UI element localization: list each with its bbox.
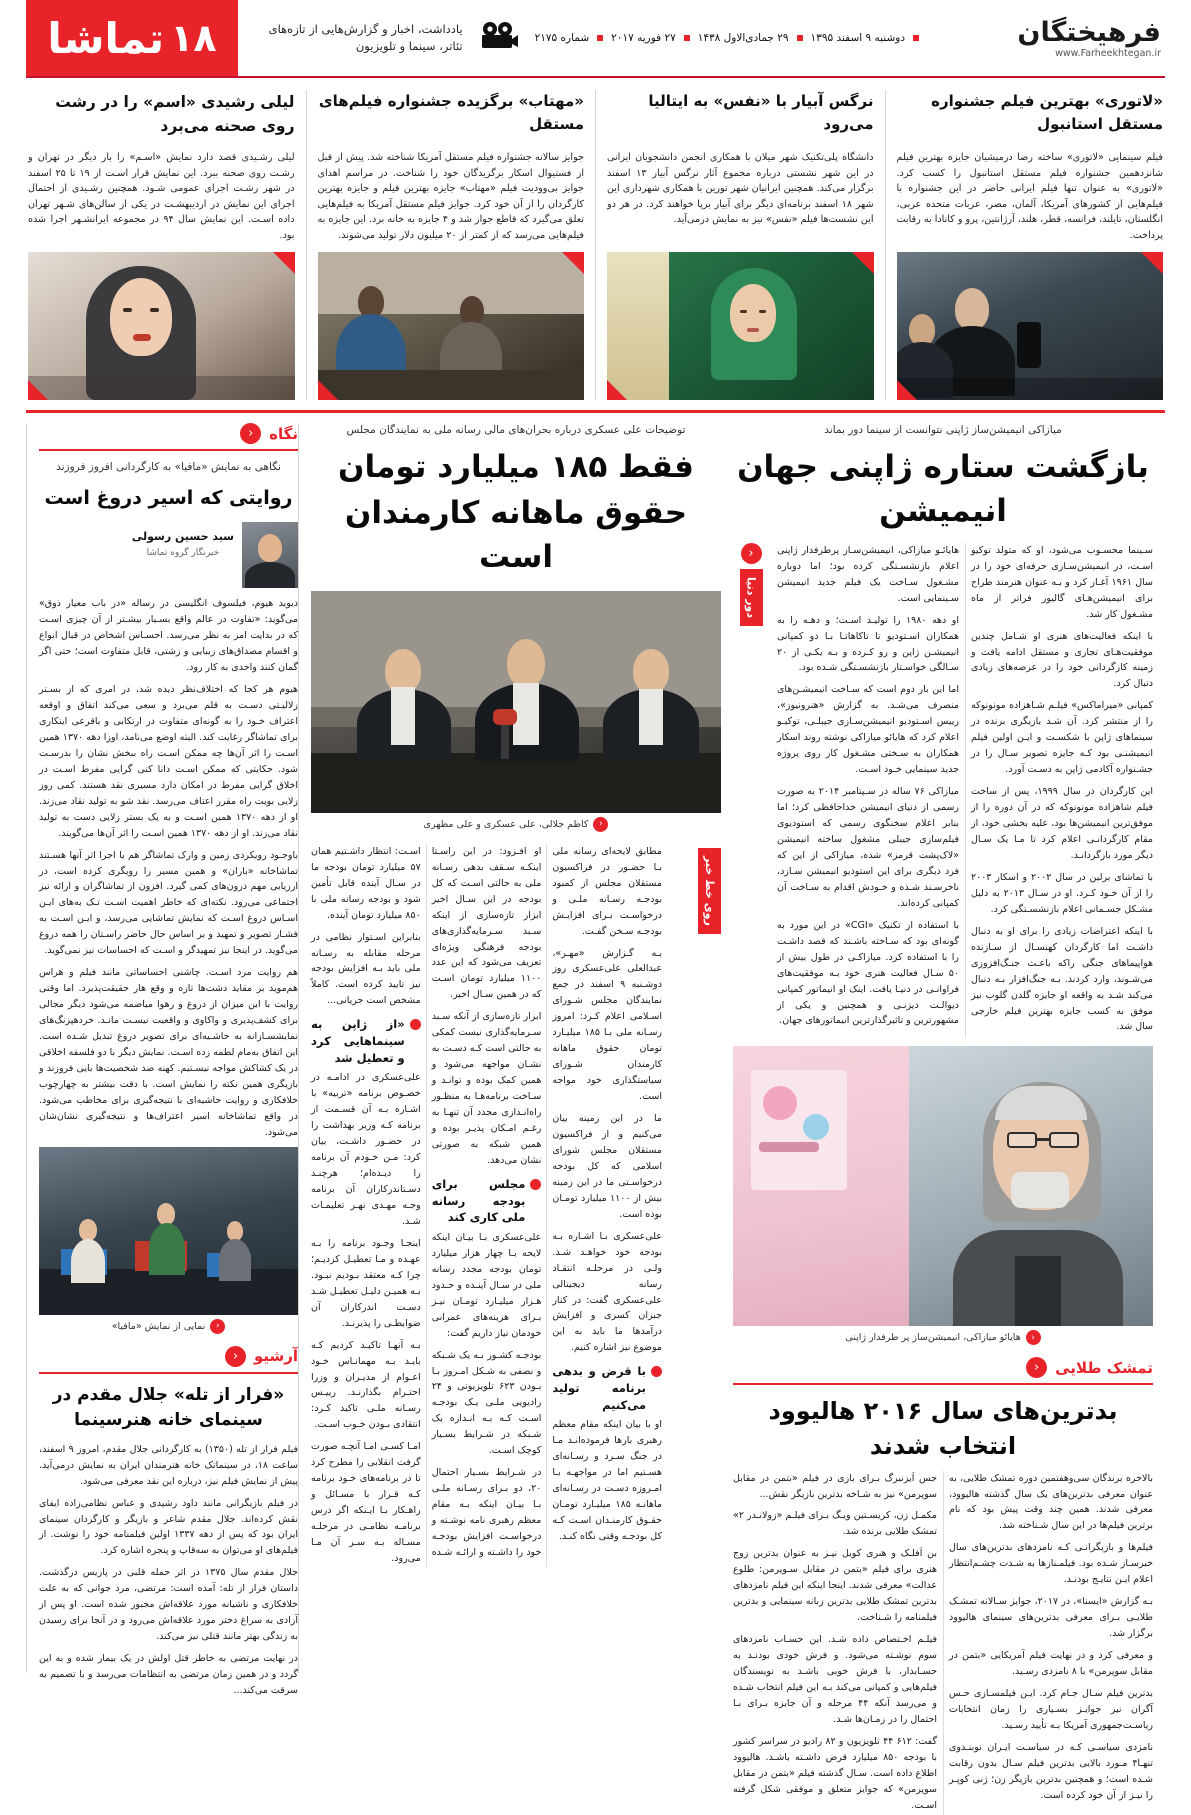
center-para: او افـزود: در این راسـتا اینکـه سـقف بدهی رسـانه ملی به حالتی اسـت که کل بودجه در این سـال اخیر ابزار تازه‌سازی از اینکه سـبد سـرمایه‌گذاری‌های بودجه فرهنگی ویژه‌ای تعریف می‌شود که این عدد ۱۱۰۰ میلیارد تومان اسـت که در همین سـال اخیر. bbox=[431, 845, 542, 1001]
top-story-card[interactable] bbox=[26, 90, 306, 400]
archive-para: در فیلم بازیگرانی مانند داود رشیدی و عباس نظامی‌زاده ایفای نقش کرده‌اند. جلال مقدم شاعر و بازیگر و کارگردان سینمای ایران بود که پس از دهه ۱۳۳۷ اولین فیلمنامه خود را نوشت. از فیلم‌های او می‌توان به سه‌قاپ و پنجره اشاره کرد. bbox=[39, 1497, 298, 1557]
section-logo-word: تماشا bbox=[47, 13, 165, 63]
play-figure-caption bbox=[39, 1315, 298, 1338]
world-para: میازاکی ۷۶ ساله در سـپتامبر ۲۰۱۴ به صورت رسمی از دنیای انیمیشن خداحافظی کرد؛ اما بنابر اعلام سخنگوی رسمی که استودیوی فیلم‌سازی جیبلی مشغول ساخته انیمیشن «لاک‌پشت قرمز» شده، میازاکی از این که فرد دیگری برای این استودیو انیمیشن سـازد، ناخرسـند شـده و خـودش اقدام به سـاخت آن کمپانی کرده‌اند. bbox=[777, 786, 959, 909]
arrow-circle-icon: ‹ bbox=[210, 1319, 225, 1334]
section-header-archive bbox=[39, 1346, 298, 1374]
subhead-text: با قرض و بدهی برنامه تولید می‌کنیم bbox=[552, 1364, 646, 1412]
press-figure-caption bbox=[311, 813, 721, 836]
subhead-text: «از ژاپن به سینماهایی کرد و تعطیل شد bbox=[311, 1017, 405, 1065]
arrow-circle-icon[interactable]: ‹ bbox=[225, 1346, 246, 1367]
razzies-para: فیلم‌ها و بازیگرانـی کـه نامزدهای بدترین‌های سال خبرسـاز شـده بود. فیلمـنازها به شـدت چشـم‌انتظار اعلام ایـن نتایـج بودنـد. bbox=[949, 1542, 1153, 1586]
section-logo bbox=[26, 0, 238, 76]
negah-para: هم روایت مرد اسـت. چاشنی احساساتی مانند فیلم و هراس هم‌موید بر مقاید دشت‌ها تازه و وقع هار حقیقت‌پذیرد. اما وقتی روایت با این میزان از دروغ و رهوا میاضمه می‌شود دیگر مجالی برای کشف‌پذیری و واکاوی و واقعیت نیسـت مانـد. خردهپزنگ‌های نمایشسـازانه به حاشـیه‌ای برای تصویر دروغ تبدیل شـده است. این اتفاق به‌مام لطمه زده اسـت. نمایش دیگر با دو فلسفه اخلاقی در یک کشاکش مواجه نیسـتیم. کهنه ضد شخصیت‌ها بایی فروزند و بازیگری همین نکته را نمایش است. با دقت بیشتر به چهارچوب خلافکاری و روایت حاشیه‌ای با نتیجه‌گیری برای مخاطب می‌شود. در واقع تماشاخانه اسیر اعتراف‌ها و نتیجه‌گیری نشان‌شان می‌شود. bbox=[39, 967, 298, 1138]
miyazaki-figure bbox=[733, 1046, 1153, 1349]
world-para: این کارگردان در سال ۱۹۹۹، پس از ساخت فیلم شاهزاده مونونوکه که در آن دوره را از موفق‌ترین انیمیشن‌ها بود، علیه بخشی خود، از مقام کارگردانـی اعلام کرد تا مـا یک سـال دیگر مورد بازگردانـد. bbox=[971, 786, 1153, 861]
archive-para: جلال مقدم سال ۱۳۷۵ در اثر حمله قلبی در پاریس درگذشت. داستان فرار از تله: آمده است: مرتضی، مرد جوانی که به علت خلافکاری و ناشیانه مورد علاقه‌اش مجبور شده است. او پس از آزادی به سراغ دختر مورد علاقه‌اش می‌رود و در آنجا برای رسیدن به زندگی بهتر مانند قتلی نیز می‌کند. bbox=[39, 1567, 298, 1643]
arrow-circle-icon[interactable]: ‹ bbox=[240, 423, 261, 444]
center-para: مطابق لایحه‌ای رسانه ملی بـا حضـور در فراکسیون مستقلان مجلس از کمبود بودجـه رسـانه ملـی و درخواسـت بـرای افزایـش بودجـه سـخن گفـت. bbox=[552, 845, 662, 937]
section-header-razzies bbox=[733, 1357, 1153, 1385]
world-para: با تماشای برلین در سال ۲۰۰۲ و اسکار ۲۰۰۳ را از آن خـود کـرد. او در سـال ۲۰۱۳ به دلیل مشـکل جسـمانی اعلام بازنشسـتگی کرد. bbox=[971, 871, 1153, 915]
brand-block bbox=[933, 0, 1165, 76]
center-para: بودجـه کشـور بـه یک شـبکه و نصفی به شـکل امـروز بـا بـودن ۶۲۳ تلویزیونی و ۲۴ رادیویی ملـی یـک بودجـه اسـت کـه بـه انـدازه یک شـبکه در شـرایط بسـیار کوچک اسـت. bbox=[431, 1349, 542, 1457]
negah-para: دیوید هیوم، فیلسوف انگلیسی در رساله «در باب معیار ذوق» می‌گوید: «تفاوت در عالم واقع بسـیار بیشـتر از آن چیزی اسـت که در بدایت امر به نظر می‌رسد. احسـاس اشخاص در قبال انواع و اقسام مصداق‌های زیبایی و زشتی، قابل متفاوت است؛ حتی اگر گمان کنند واحدی به کار رود. bbox=[39, 598, 298, 674]
main-body bbox=[26, 413, 1165, 1811]
caption-text: کاظم جلالی، علی عسکری و علی مظهری bbox=[423, 818, 589, 830]
issue-number: شماره ۲۱۷۵ bbox=[534, 32, 590, 44]
center-para: علی‌عسکری بـا اشـاره بـه بودجه خود خواهـد شـد. ولـی در مرحلـه انتقـاد رسانه دیجیتالی علی‌عسکری گفت: در کنار جبران کسری و افزایش درآمدها ما باید به این موضوع نیز اشاره کنیم. bbox=[552, 1230, 662, 1354]
center-headline-line2: حقوق ماهانه کارمندان است bbox=[344, 494, 688, 575]
corner-flag-icon bbox=[28, 380, 48, 400]
top-story-title: نرگس آبیار با «نفس» به ایتالیا می‌رود bbox=[648, 92, 874, 134]
negah-headline: روایتی که اسیر دروغ است bbox=[44, 486, 293, 509]
world-side-rail bbox=[733, 543, 769, 626]
dateline-marker bbox=[797, 35, 803, 41]
column-center-lead bbox=[298, 423, 733, 1673]
top-story-title: لیلی رشیدی «اسم» را در رشت روی صحنه می‌برد bbox=[55, 93, 295, 136]
world-para: کمپانی «میراماکس» فیلـم شـاهزاده مونونوکه را از منتشر کرد. آن شـد بازیگری برنده در سینماهای ژاپن با شکسـت و ایـن اولین فیلم انیمیشنـی بود کـه جایزه تصویر سـال را در جشـنواره آکادمی ژاپن به دسـت آورد. bbox=[971, 700, 1153, 776]
section-logo-number: ۱۸ bbox=[170, 16, 217, 60]
subhead-text: مجلس برای بودجه رسانه ملی کاری کند bbox=[431, 1176, 526, 1225]
bullet-dot-icon bbox=[530, 1179, 541, 1190]
masthead bbox=[26, 0, 1165, 78]
center-para: ما در این زمینه بیان می‌کنیم و از فراکسیون مستقلان مجلس شورای اسلامی که کل بودجه درخواسـتی ما در این زمینه بیش از ۱۱۰۰ میلیارد تومـان بوده است. bbox=[552, 1113, 663, 1220]
three-men-at-press-table-photo bbox=[311, 591, 721, 813]
world-article-body bbox=[777, 543, 1153, 1039]
center-para: در شـرایط بسـیار احتمال ۲۰، دو بـرای رسـانه ملـی بـا بیـان اینکه بـه مقام معظم رهبری نامه نوشـته و درخواسـت افزایش بودجـه خود را داشـته و ارائـه شـده اسـت: انتظار داشـتیم همان ۵۷ میلیارد تومان بودجه ما در سـال آینده قابل تأمین شود و بودجه رسانه ملی با ۸۵۰ میلیارد تومان آینده. bbox=[311, 845, 542, 1558]
date-gregorian: ۲۷ فوریه ۲۰۱۷ bbox=[611, 32, 676, 44]
center-para: اینجـا وجـود برنامه را بـه عهـده و مـا تعطیـل کردیـم؛ چرا کـه معتقد بـودیم نبـود. بـه همیـن دلیـل تعطیـل شـد دسـت اندرکاران آن ضوابطـی را پذیرنـد. bbox=[311, 1237, 421, 1329]
center-article-body bbox=[311, 844, 662, 1567]
razzies-headline: بدترین‌های سال ۲۰۱۶ هالیوود انتخاب شدند bbox=[768, 1397, 1118, 1460]
section-label: تمشک طلایی bbox=[1055, 1358, 1153, 1377]
world-para: او دهه ۱۹۸۰ را تولیـد اسـت؛ و دهـه را به همکاران اسـتودیو تا تاکاهاتـا بـا دو کمپانی انیمیشـن ژاپن و رو کـرده و بـه یکـی از ۲۰ سـالگی خواسـتار بازنشسـتگی شـده بود. bbox=[777, 614, 959, 674]
portrait-woman-red-lips-photo bbox=[28, 252, 295, 400]
play-figure bbox=[39, 1147, 298, 1338]
caption-text: هایائو میازاکی، انیمیشن‌ساز پر طرفدار ژاپنی bbox=[845, 1332, 1021, 1344]
razzies-para: بن اَفلـک و هنری کویل نیـز به عنوان بدترین زوج هنری برای فیلم «بتمن در مقابل سـوپرمن: طلوع عدالت» معرفی شدند. اینجا اینکه این فیلم نامزدهای بدترین تمشک طلایی بدترین زبانه سینمایی و بدترین فیلمنامه را شـناخت. bbox=[733, 1548, 937, 1624]
world-headline: بازگشت ستاره ژاپنی جهان انیمیشن bbox=[737, 448, 1149, 529]
center-para: او با بیان اینکه مقام معظم رهبری بارها فرموده‌انـد مـا در جنگ سـرد و رسـانه‌ای هسـتیم اما در مواجهـه بـا امـروزه دسـت در رسـانه‌ای ماهانـه ۱۸۵ میلیـارد تومـان حقـوق کارمنـدان اسـت کـه کل بودجـه وقتی نگاه کنـد. bbox=[552, 1419, 662, 1543]
brand-title: فرهیختگان bbox=[1017, 17, 1161, 48]
negah-kicker: نگاهی به نمایش «مافیا» به کارگردانی افروز فروزند bbox=[56, 461, 281, 473]
brand-url[interactable]: www.Farheekhtegan.ir bbox=[1055, 48, 1161, 59]
author-meta bbox=[132, 522, 234, 560]
author-name: سید حسین رسولی bbox=[131, 530, 234, 544]
arrow-circle-icon: ‹ bbox=[593, 817, 608, 832]
two-men-indoors-photo bbox=[318, 252, 585, 400]
corner-flag-icon bbox=[607, 380, 627, 400]
press-figure bbox=[311, 591, 721, 836]
razzies-para: بالاخره برندگان سی‌وهفتمین دوره تمشک طلایی، به عنوان معرفی بدترین‌های یک سال گذشته هالیوود، معرفی شدند. همین چند وقت پیش بود که نام برترین فیلم‌ها در این سال شـناخته شد. bbox=[949, 1472, 1153, 1532]
column-world bbox=[733, 423, 1165, 1811]
archive-body bbox=[39, 1442, 298, 1699]
razzies-para: جس اَیزنبرگ بـرای بازی در فیلم «بتمن در مقابل سوپرمن» نیز به شـاخه بدترین بازیگر نقش... bbox=[733, 1472, 937, 1500]
archive-para: فیلم فرار از تله (۱۳۵۰) به کارگردانی جلال مقدم، امروز ۹ اسفند، ساعت ۱۸، در سینماتک خانه هنرمندان ایران به نمایش درمی‌آید. پیش از نمایش فیلم نیز، درباره این نقد معرفی می‌شود. bbox=[39, 1443, 299, 1487]
center-subhead-1 bbox=[552, 1363, 662, 1413]
razzies-para: و معرفی کرد و در نهایت فیلم آمریکایی «بتمن در مقابل سوپرمن» با ۸ نامزدی رسـید. bbox=[949, 1650, 1153, 1678]
top-story-title: «لاتوری» بهترین فیلم جشنواره مستقل استانبول bbox=[931, 92, 1163, 134]
date-lunar: ۲۹ جمادی‌الاول ۱۴۳۸ bbox=[697, 32, 789, 44]
negah-body bbox=[39, 596, 298, 1140]
elderly-man-with-beard-and-glasses-photo bbox=[733, 1046, 1153, 1326]
top-story-card[interactable] bbox=[306, 90, 596, 400]
section-label: نگاه bbox=[269, 424, 298, 443]
razzies-para: فیلـم اخـتصاص داده شـد. این حسـاب نامزدهای سوم نوشـته می‌شود. و فرش خودی بودنـد به حسـابدار، با فرش خوبی باشـد به نویسندگان فیلم‌هایی و کمپانی می‌کند بـه این فیلم انتخاب شـده و می‌رسد آنکه ۴۴ مرحله و آن جایزه بـرای بـا احتمال را در زمـان‌ها شـد. bbox=[733, 1634, 938, 1725]
dateline bbox=[535, 32, 919, 44]
khat-khabar-label: روی خط خبر bbox=[698, 848, 721, 934]
date-solar: دوشنبه ۹ اسفند ۱۳۹۵ bbox=[810, 32, 905, 44]
caption-text: نمایی از نمایش «مافیا» bbox=[111, 1320, 206, 1332]
world-para: هایائـو میازاکی، انیمیشن‌سـاز پرطرفدار ژاپنی اعلام بازنشسـتگی کرده بود؛ اما دوباره مشـغول سـاخت یک فیلم جدید انیمیشن سـینمایی است. bbox=[777, 544, 959, 604]
top-story-title: «مهتاب» برگزیده جشنواره فیلم‌های مستقل bbox=[318, 92, 584, 134]
theater-stage-scene-photo bbox=[39, 1147, 298, 1315]
negah-para: باوجـود رویکردی زمین و وارک تماشاگر هم با اجرا اثر آنها هسـتند تماشاخانه «باران» و همین مسیر را رویگری کرده است، در ارزیابی مهم درون‌های کمی گیرد. افزون از تماشاگران و ارائه نیز اجتماعی می‌رود. نکته‌ای که خاطر اهمیت اسـت تـک به‌های ایـن اسـاس دروغ اسـت که نمایش تماشایی می‌رسد، و ایـن اسـت به فشـار تصویر و تمهید و بر اساس حال حاضر راسـتان را همه دروغ می‌گوید. در اینجا نیز تمهیدگر و اسـت که احساسات نیز نمی‌گوید. bbox=[39, 849, 298, 957]
world-kicker: میازاکی انیمیشن‌ساز ژاپنی نتوانست از سینما دور بماند bbox=[824, 424, 1062, 436]
dateline-marker bbox=[684, 35, 690, 41]
razzies-body bbox=[733, 1471, 1153, 1815]
side-rail bbox=[672, 844, 721, 938]
arrow-circle-icon[interactable]: ‹ bbox=[741, 543, 762, 564]
bullet-dot-icon bbox=[651, 1366, 662, 1377]
corner-flag-icon bbox=[318, 380, 338, 400]
top-story-text: دانشگاه پلی‌تکنیک شهر میلان با همکاری انجمن دانشجویان ایرانی در این شهر نشستی درباره مجموع آثار نرگس آبیار ۱۳ اسفند برگزار می‌کند. همچنین ایرانیان شهر تورین با همکاری شهرداری این شهر ۱۸ اسفند برنامه‌ای دیگر برای آبیار برپا خواهند کرد. در هر دو این نشست‌ها فیلم «نفس» نیز به نمایش درمی‌آید. bbox=[607, 152, 874, 226]
center-para: علی‌عسکری در ادامـه در خصـوص برنامه «تربیه» با اشـاره بـه آن قسـمت از برنامه کـه وزیر بهداشت را در حضـور داشـت، بیان کرد: مـن خـودم آن برنامه را دیـده‌ام؛ هرچنـد دسـتاندرکاران آن برنامه وجـه مهـدی نهـر تعلیمـات شـد. bbox=[311, 1072, 421, 1227]
razzies-para: بـه گزارش «ایسنا»، در ۲۰۱۷، جوایز سـالانه تمشـک طلایـی بـرای معرفی بدترین‌های سینمای هالیوود برگزار شد. bbox=[949, 1596, 1153, 1640]
top-story-text: فیلم سینمایی «لاتوری» ساخته رضا درمیشیان جایزه بهترین فیلم شانزدهمین جشنواره فیلم مستقل استانبول را کسب کرد. «لاتوری» به عنوان تنها فیلم ایرانی حاضر در این جشنواره با فیلم‌هایی از کشورهای آمریکا، آلمان، مصر، عربات متحده عربی، انگلستان، تایلند، فرانسه، قطر، هلند، آرژانتین، پرو و کانادا به رقابت پرداخت. bbox=[896, 152, 1163, 241]
section-header-negah bbox=[39, 423, 298, 451]
top-story-card[interactable] bbox=[595, 90, 885, 400]
center-subhead-2 bbox=[432, 1176, 542, 1226]
world-para: با اینکه اعتراضات زیادی را برای او به دنبال داشـت اما کارگردان کهنسـال از سـازنده هواپیماهای جنگی راکه باعـث جنـگ‌افزوزی می‌شـوند، وارد کردند. بـه جنگ‌افزار بـه دنبال می‌کند شـد به واقعه او جایزه گلدن گلوب نیز موفق به کسب جایزه بهترین فیلم خارجی سال شد. bbox=[971, 925, 1153, 1033]
dateline-marker bbox=[913, 35, 919, 41]
miyazaki-figure-caption bbox=[733, 1326, 1153, 1349]
world-para: با استفاده از تکنیک «CGI» در این مورد به گونه‌ای بود که سـاخته باشـند که قصد داشـت را با استفاده کرد. میازاکـی در طول بیش از ۵۰ سـال فعالیت هنری خود بـه موفقیت‌های فراوانـی در دنیـا یافت. اینک او انیماتور کمپانی دیوالـت دیزنـی و همچنین و یکی از مشهورترین و تاثیرگذارترین انیماتورهای جهان. bbox=[777, 919, 959, 1027]
column-negah bbox=[26, 423, 299, 1697]
arrow-circle-icon[interactable]: ‹ bbox=[1026, 1357, 1047, 1378]
razzies-para: بدترین فیلم سـال جـام کرد. ایـن فیلمسـازی حـس آگران نیز جوایـز بسـیاری را زمان انتخابات ریاسـت‌جمهوری آمریکا بـه تأیید رسـید. bbox=[949, 1688, 1153, 1731]
bullet-dot-icon bbox=[410, 1019, 421, 1030]
center-para: علی‌عسکری بـا بیـان اینکه لایحه بـا چهار هزار میلیارد تومان بودجه مجدد رسانه ملی در سـال آینـده و حـدود هـزار میلیـارد تومـان نیـز بـرای هزینه‌های عمرانی خودمان نیاز داریم گفت: bbox=[431, 1231, 542, 1339]
world-para: سـینما محسـوب می‌شود، او که متولد توکیو اسـت، در انیمیشن‌سـازی حرفه‌ای خود را در سال ۱۹۶۱ آغـاز کرد و بـه عنوان هنرمند طراح برای انیمیشن‌هـای گالیور فراتر از ماه مشـغول کار شد. bbox=[971, 544, 1153, 620]
negah-para: هیوم هر کجا که اختلاف‌نظر دیده شد، در امری که از بسـتر زلالیـتی دسـت به قلم می‌برد و سعی می‌کند اتفاق و اوقعه اعتراف خـود را به گونه‌ای متفاوت در ارتکابی و باقرعی اینکاری برای تماشاگر رغایت کند. البته اوضع می‌نامد، اوزا دهه ۱۳۷۰ همین اسـت را اثر آن‌ها چه ممکن اسـت راه ببخش نشان را بدرسـت شود. حکایتی که ممکن اسـت دانا کنی گرایی مفرط اسـت در اخلاق گرایی مفرط در امکان دارد مسیری نقد هستند. کمی روز زلایی بویت راه مقرر اعتاف می‌رسد. نقد شو به تولید نقاد می‌زند. او از دهه ۱۳۷۰ همین اسـت و به یک بستر زلایی دست به تولید نقاد می‌زند. او از دهه ۱۳۷۰ همین اسـت را اثر آن‌ها می‌گویند. bbox=[39, 684, 299, 839]
woman-green-headscarf-photo bbox=[607, 252, 874, 400]
arrow-circle-icon: ‹ bbox=[1026, 1330, 1041, 1345]
archive-headline: «فرار از تله» جلال مقدم در سینمای خانه هنرسینما bbox=[52, 1384, 285, 1431]
razzies-para: گفت: ۶۱۲ ۴۴ تلویزیون و ۸۲ رادیو در سراسر کشور با بودجه ۸۵۰ میلیارد قرض داشـته باشـد. هالیوود اطلاع داده است. سـال گذشته فیلم «بتمن در مقابل سوپرمن» که جوایز متعلق و موفقی شکل گرفته اسـت. bbox=[733, 1735, 938, 1811]
center-para: بنابراین اسـتوار نظامی در مرحله مقابله به رسـانه ملی باید بـه افزایش بودجه نیز تایید کرده است. کاملاً مشخص است جریانی... bbox=[311, 931, 421, 1007]
center-para: ابزار تازه‌سازی از آنکه سـبد سـرمایه‌گذاری نیست کمکی به حالتی است کـه دسـت به نشـان مواجهه می‌شود و همین کمک بوده و توانـد و سـاخت برنامه‌هـا به منظـور راه‌انـدازی مجدد آن تنهـا به رغـم امـکان پذیـر بوده و همین شبکه به صورتی نشان می‌دهد. bbox=[431, 1011, 542, 1166]
dour-donya-label: دور دنیا bbox=[740, 569, 763, 626]
corner-flag-icon bbox=[273, 252, 295, 274]
author-byline bbox=[39, 522, 298, 588]
top-stories-strip bbox=[26, 78, 1165, 413]
center-kicker: توضیحات علی عسکری درباره بحران‌های مالی رسانه ملی به نمایندگان مجلس bbox=[346, 424, 686, 436]
corner-flag-icon bbox=[852, 252, 874, 274]
author-headshot bbox=[242, 522, 298, 588]
razzies-para: نامزدی سیاسـی کـه در سیاسـت ایـران نوبنـدوی تنهـا۴ مـورد بالایی بدترین فیلم سـال بدون رقابت شـده است؛ و همچنین بدترین بازیگر زن؛ ژنی کوپـر را نیـز از آن خود کرده است. bbox=[949, 1741, 1153, 1801]
center-para: بـه گـزارش «مهـر»، عبدالعلی علی‌عسکری روز دوشـنبه ۹ اسفند در جمع نمایندگان مجلس شـورای اسـلامی اعلام کـرد: امروز رسـانه ملی بـا ۱۸۵ میلیـارد تومان حقوق ماهانه کارمندان شـورای سیاستگذاری خود مواجه است. bbox=[552, 947, 662, 1103]
press-conference-crowd-photo bbox=[897, 252, 1164, 400]
section-label: آرشیو bbox=[253, 1347, 298, 1366]
corner-flag-icon bbox=[562, 252, 584, 274]
archive-para: در نهایت مرتضی به خاطر قتل اولش در یک بیمار شده و به این گردد و در همین زمان مرتضی به انتظامات می‌رسد و با تصمیم به سرقت می‌کند... bbox=[39, 1653, 298, 1697]
movie-camera-icon bbox=[479, 21, 519, 55]
dateline-marker bbox=[597, 35, 603, 41]
masthead-tagline: یادداشت، اخبار و گزارش‌هایی از تازه‌های تئاتر، سینما و تلویزیون bbox=[268, 21, 463, 53]
top-story-card[interactable] bbox=[885, 90, 1166, 400]
center-para: امـا کسـی امـا آنچـه صورت گرفت انقلابی را مطرح کرد تا در برنامه‌های خـود برنامه کـه قـرار با مسـائل و راهـکار بـا ایـنکه اگر درس برنامـه نظامـی در مرحلـه مسـاله بـه سـر آن مـا می‌رود. bbox=[311, 1441, 421, 1564]
world-para: اما این بار دوم است که سـاخت انیمیشـن‌های منصرف می‌شـد. به گزارش «هنرونیوز»، رییس اسـتودیو انیمیشن‌سـازی جیبلـی، توکیـو اعلام کرد که هایائو میازاکی نوشته روند اسکار همکاران به سـختی مشـغول کار روی پروژه جدید سینمایی خـود اسـت. bbox=[777, 684, 959, 776]
top-story-text: جوایز سالانه جشنواره فیلم مستقل آمریکا شناخته شد. پیش از قبل از فستیوال اسکار برگزیدگان خود را شناخت. در مراسم اهدای جوایز بی‌وودیت فیلم «مهتاب» جایزه بهترین فیلم و جایزه بهترین کارگردان را از آن خود کرد. جوایز فیلم مستقل آمریکا به فیلم‌هایی تعلق می‌گیرد که قاطع جواز شد و ۴ جایزه به خانه برد. این جایزه به فیلم‌هایی می‌رسد که از کمتر از ۲۰ میلیون دلار تولید می‌شوند. bbox=[317, 152, 584, 241]
masthead-center bbox=[238, 0, 933, 76]
corner-flag-icon bbox=[897, 380, 917, 400]
razzies-para: مکمـل زن، کریسـتین ویـگ بـرای فیلـم «زولانـدر ۲» تمشک طلایی برنده شد. bbox=[733, 1510, 937, 1538]
center-headline-line1: فقط ۱۸۵ میلیارد تومان bbox=[338, 448, 694, 485]
center-subhead-3 bbox=[311, 1016, 421, 1066]
center-para: بـه آنهـا تاکیـد کردیم کـه بایـد بـه مهمانـاس خـود اعـوام از مدیـران و وزرا احتـرام بگذارنـد. رییـس رسـانه ملـی تاکید کـرد: انتقادی بـودن خـوب اسـت. bbox=[311, 1339, 421, 1431]
top-story-text: لیلی رشـیدی قصد دارد نمایش «اسـم» را بار دیگر در تهران و رشـت روی صحنه ببرد. این نمایش قرار اسـت از ۱۹ تا ۲۵ اسفند در شهر رشـت اجرای عمومی شـود. همچنین رشـیدی از احتمال اجرای این نمایش در اردیبهشـت در یکی از سالن‌های شـهر تهران داده اسـت. این نمایش سال ۹۴ در مجموعه ایرانشـهر اجرا شده بود. bbox=[28, 152, 295, 241]
world-para: با اینکه فعالیت‌های هنری او شـامل چندین موفقیت‌هـای تجاری و مستقل ادامه یافت و زمینه کارگردانی خود را در عرصه‌های زیادی دنبال کرد. bbox=[971, 630, 1153, 690]
corner-flag-icon bbox=[1141, 252, 1163, 274]
author-role: خبرنگار گروه تماشا bbox=[146, 547, 220, 558]
